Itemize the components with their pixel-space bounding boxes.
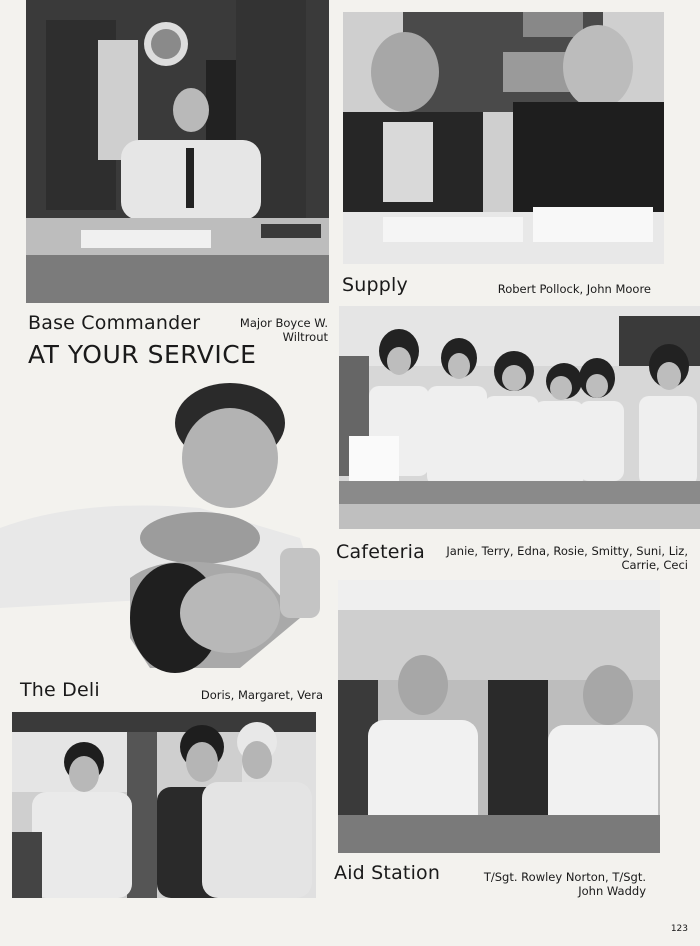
photo-aid-station [338, 580, 660, 853]
base-commander-names-line1: Major Boyce W. [239, 316, 328, 330]
supply-heading: Supply [342, 274, 408, 296]
aid-station-names-line1: T/Sgt. Rowley Norton, T/Sgt. [483, 870, 646, 884]
photo-base-commander [26, 0, 329, 303]
cafeteria-names-line1: Janie, Terry, Edna, Rosie, Smitty, Suni, Liz, [446, 544, 688, 558]
aid-station-names-line2: John Waddy [578, 884, 646, 898]
cafeteria-names-line2: Carrie, Ceci [621, 558, 688, 572]
cafeteria-heading: Cafeteria [336, 541, 425, 563]
photo-supply [343, 12, 664, 264]
deli-heading: The Deli [20, 679, 100, 701]
deli-names: Doris, Margaret, Vera [200, 688, 323, 702]
supply-names: Robert Pollock, John Moore [497, 282, 651, 296]
photo-deli [12, 712, 316, 898]
photo-cafeteria [339, 306, 700, 529]
page-number: 123 [670, 924, 688, 934]
cafeteria-names [446, 544, 688, 572]
aid-station-heading: Aid Station [334, 862, 441, 884]
aid-station-names [484, 870, 646, 898]
base-commander-heading: Base Commander [28, 312, 201, 334]
base-commander-names-line2: Wiltrout [282, 330, 328, 344]
photo-dental [0, 378, 327, 679]
page-title: AT YOUR SERVICE [28, 340, 257, 369]
